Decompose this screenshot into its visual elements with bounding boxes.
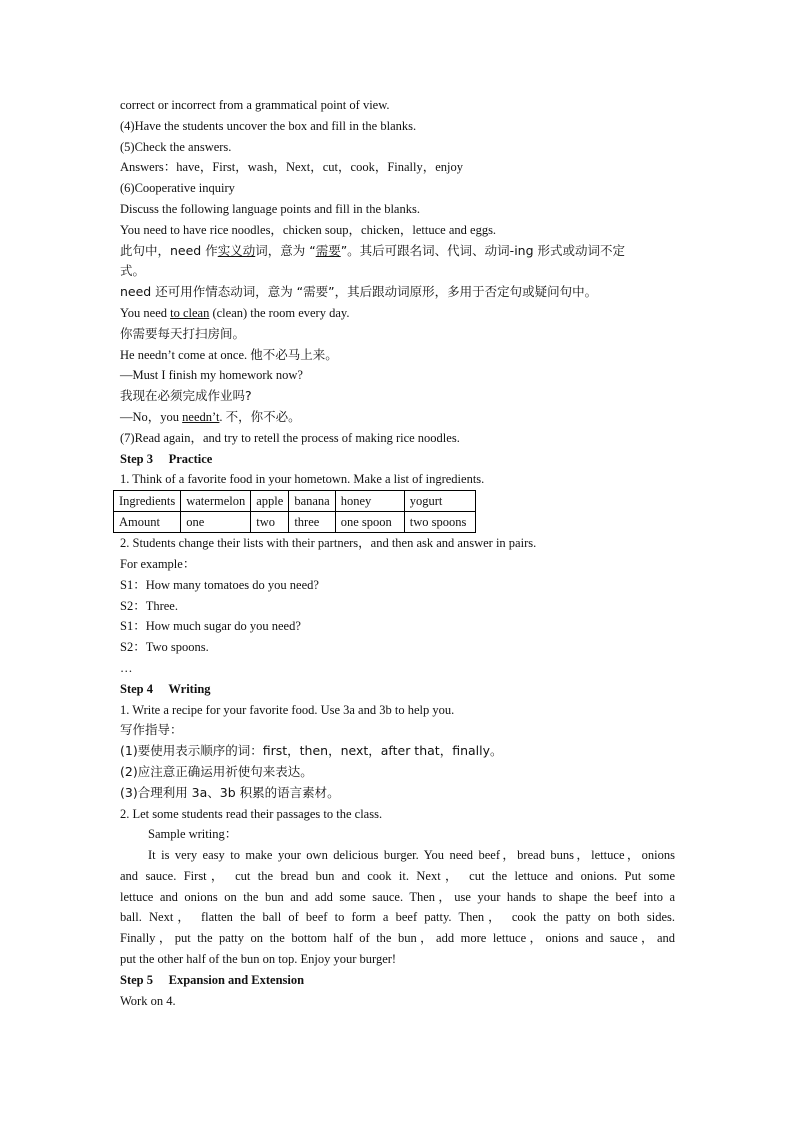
table-row: [114, 491, 476, 512]
dialogue-line: S2：Two spoons.: [120, 640, 209, 655]
table-cell: Ingredients: [114, 491, 181, 512]
sample-paragraph-line: ball. Next， flatten the ball of beef to form a beef patty. Then， cook the patty on both sides.: [120, 910, 675, 925]
text-span: 此句中，need 作: [120, 242, 218, 258]
table-cell: two: [251, 512, 289, 533]
text-line: (2)应注意正确运用祈使句来表达。: [120, 763, 313, 779]
text-line: 我现在必须完成作业吗?: [120, 388, 252, 404]
table-cell: watermelon: [181, 491, 251, 512]
table-cell: Amount: [114, 512, 181, 533]
table-cell: honey: [335, 491, 404, 512]
text-line: 1. Write a recipe for your favorite food. Use 3a and 3b to help you.: [120, 702, 455, 717]
text-span: (clean) the room every day.: [209, 305, 350, 320]
section-heading: Step 3 Practice: [120, 451, 213, 466]
table-cell: yogurt: [404, 491, 475, 512]
sample-paragraph-line: lettuce and onions on the bun and add some sauce. Then，use your hands to shape the beef into a: [120, 889, 675, 904]
text-line: He needn’t come at once. 他不必马上来。: [120, 347, 338, 362]
text-line: need 还可用作情态动词，意为 “需要”，其后跟动词原形，多用于否定句或疑问句中。: [120, 284, 598, 300]
table-cell: three: [289, 512, 335, 533]
text-line: 式。: [120, 263, 146, 279]
text-line: [120, 241, 675, 262]
section-heading: Step 5 Expansion and Extension: [120, 972, 305, 987]
text-span: . 不，你不必。: [219, 409, 301, 424]
text-line: 你需要每天打扫房间。: [120, 325, 246, 341]
text-line: (5)Check the answers.: [120, 139, 232, 154]
underlined-text: 实义动: [217, 242, 256, 258]
dialogue-line: S2：Three.: [120, 598, 178, 613]
ellipsis: …: [120, 660, 133, 675]
table-cell: one spoon: [335, 512, 404, 533]
text-line: (4)Have the students uncover the box and fill in the blanks.: [120, 118, 417, 133]
underlined-text: to clean: [170, 305, 210, 320]
text-line: Discuss the following language points and fill in the blanks.: [120, 201, 420, 216]
table-cell: banana: [289, 491, 335, 512]
text-span: ”。其后可跟名词、代词、动词-ing 形式或动词不定: [340, 242, 625, 258]
text-span: You need: [120, 305, 171, 320]
text-line: (1)要使用表示顺序的词：first，then，next，after that，finally。: [120, 743, 503, 759]
text-line: (3)合理利用 3a、3b 积累的语言素材。: [120, 784, 340, 800]
text-line: For example：: [120, 556, 196, 571]
text-span: 词，意为 “: [255, 242, 316, 258]
sample-paragraph-line: put the other half of the bun on top. Enjoy your burger!: [120, 952, 397, 967]
underlined-text: needn’t: [182, 409, 220, 424]
text-line: You need to have rice noodles，chicken soup，chicken，lettuce and eggs.: [120, 222, 497, 237]
text-line: Work on 4.: [120, 993, 176, 1008]
sample-paragraph-line: and sauce. First， cut the bread bun and cook it. Next， cut the lettuce and onions. Put some: [120, 868, 675, 883]
table-cell: apple: [251, 491, 289, 512]
table-cell: one: [181, 512, 251, 533]
text-line: —Must I finish my homework now?: [120, 368, 303, 383]
text-line: 2. Let some students read their passages to the class.: [120, 806, 383, 821]
text-line: correct or incorrect from a grammatical point of view.: [120, 98, 390, 112]
text-line: [120, 303, 675, 324]
answers-line: Answers：have，First，wash，Next，cut，cook，Finally，enjoy: [120, 160, 464, 175]
table-cell: two spoons: [404, 512, 475, 533]
text-span: —No，you: [120, 409, 183, 424]
document-page: [120, 95, 675, 1011]
section-heading: Step 4 Writing: [120, 681, 211, 696]
text-line: 写作指导：: [120, 722, 183, 738]
underlined-text: 需要: [315, 242, 341, 258]
sample-heading: Sample writing：: [148, 827, 238, 842]
sample-paragraph-line: It is very easy to make your own delicious burger. You need beef，bread buns，lettuce，onions: [148, 848, 675, 863]
text-line: (7)Read again，and try to retell the process of making rice noodles.: [120, 430, 460, 445]
text-line: 1. Think of a favorite food in your hometown. Make a list of ingredients.: [120, 472, 485, 487]
text-line: (6)Cooperative inquiry: [120, 181, 235, 196]
ingredients-table: [113, 490, 476, 533]
sample-paragraph-line: Finally，put the patty on the bottom half of the bun，add more lettuce，onions and sauce，and: [120, 931, 675, 946]
text-line: 2. Students change their lists with their partners，and then ask and answer in pairs.: [120, 536, 537, 551]
text-line: [120, 407, 675, 428]
table-row: [114, 512, 476, 533]
dialogue-line: S1：How much sugar do you need?: [120, 619, 301, 634]
dialogue-line: S1：How many tomatoes do you need?: [120, 577, 319, 592]
